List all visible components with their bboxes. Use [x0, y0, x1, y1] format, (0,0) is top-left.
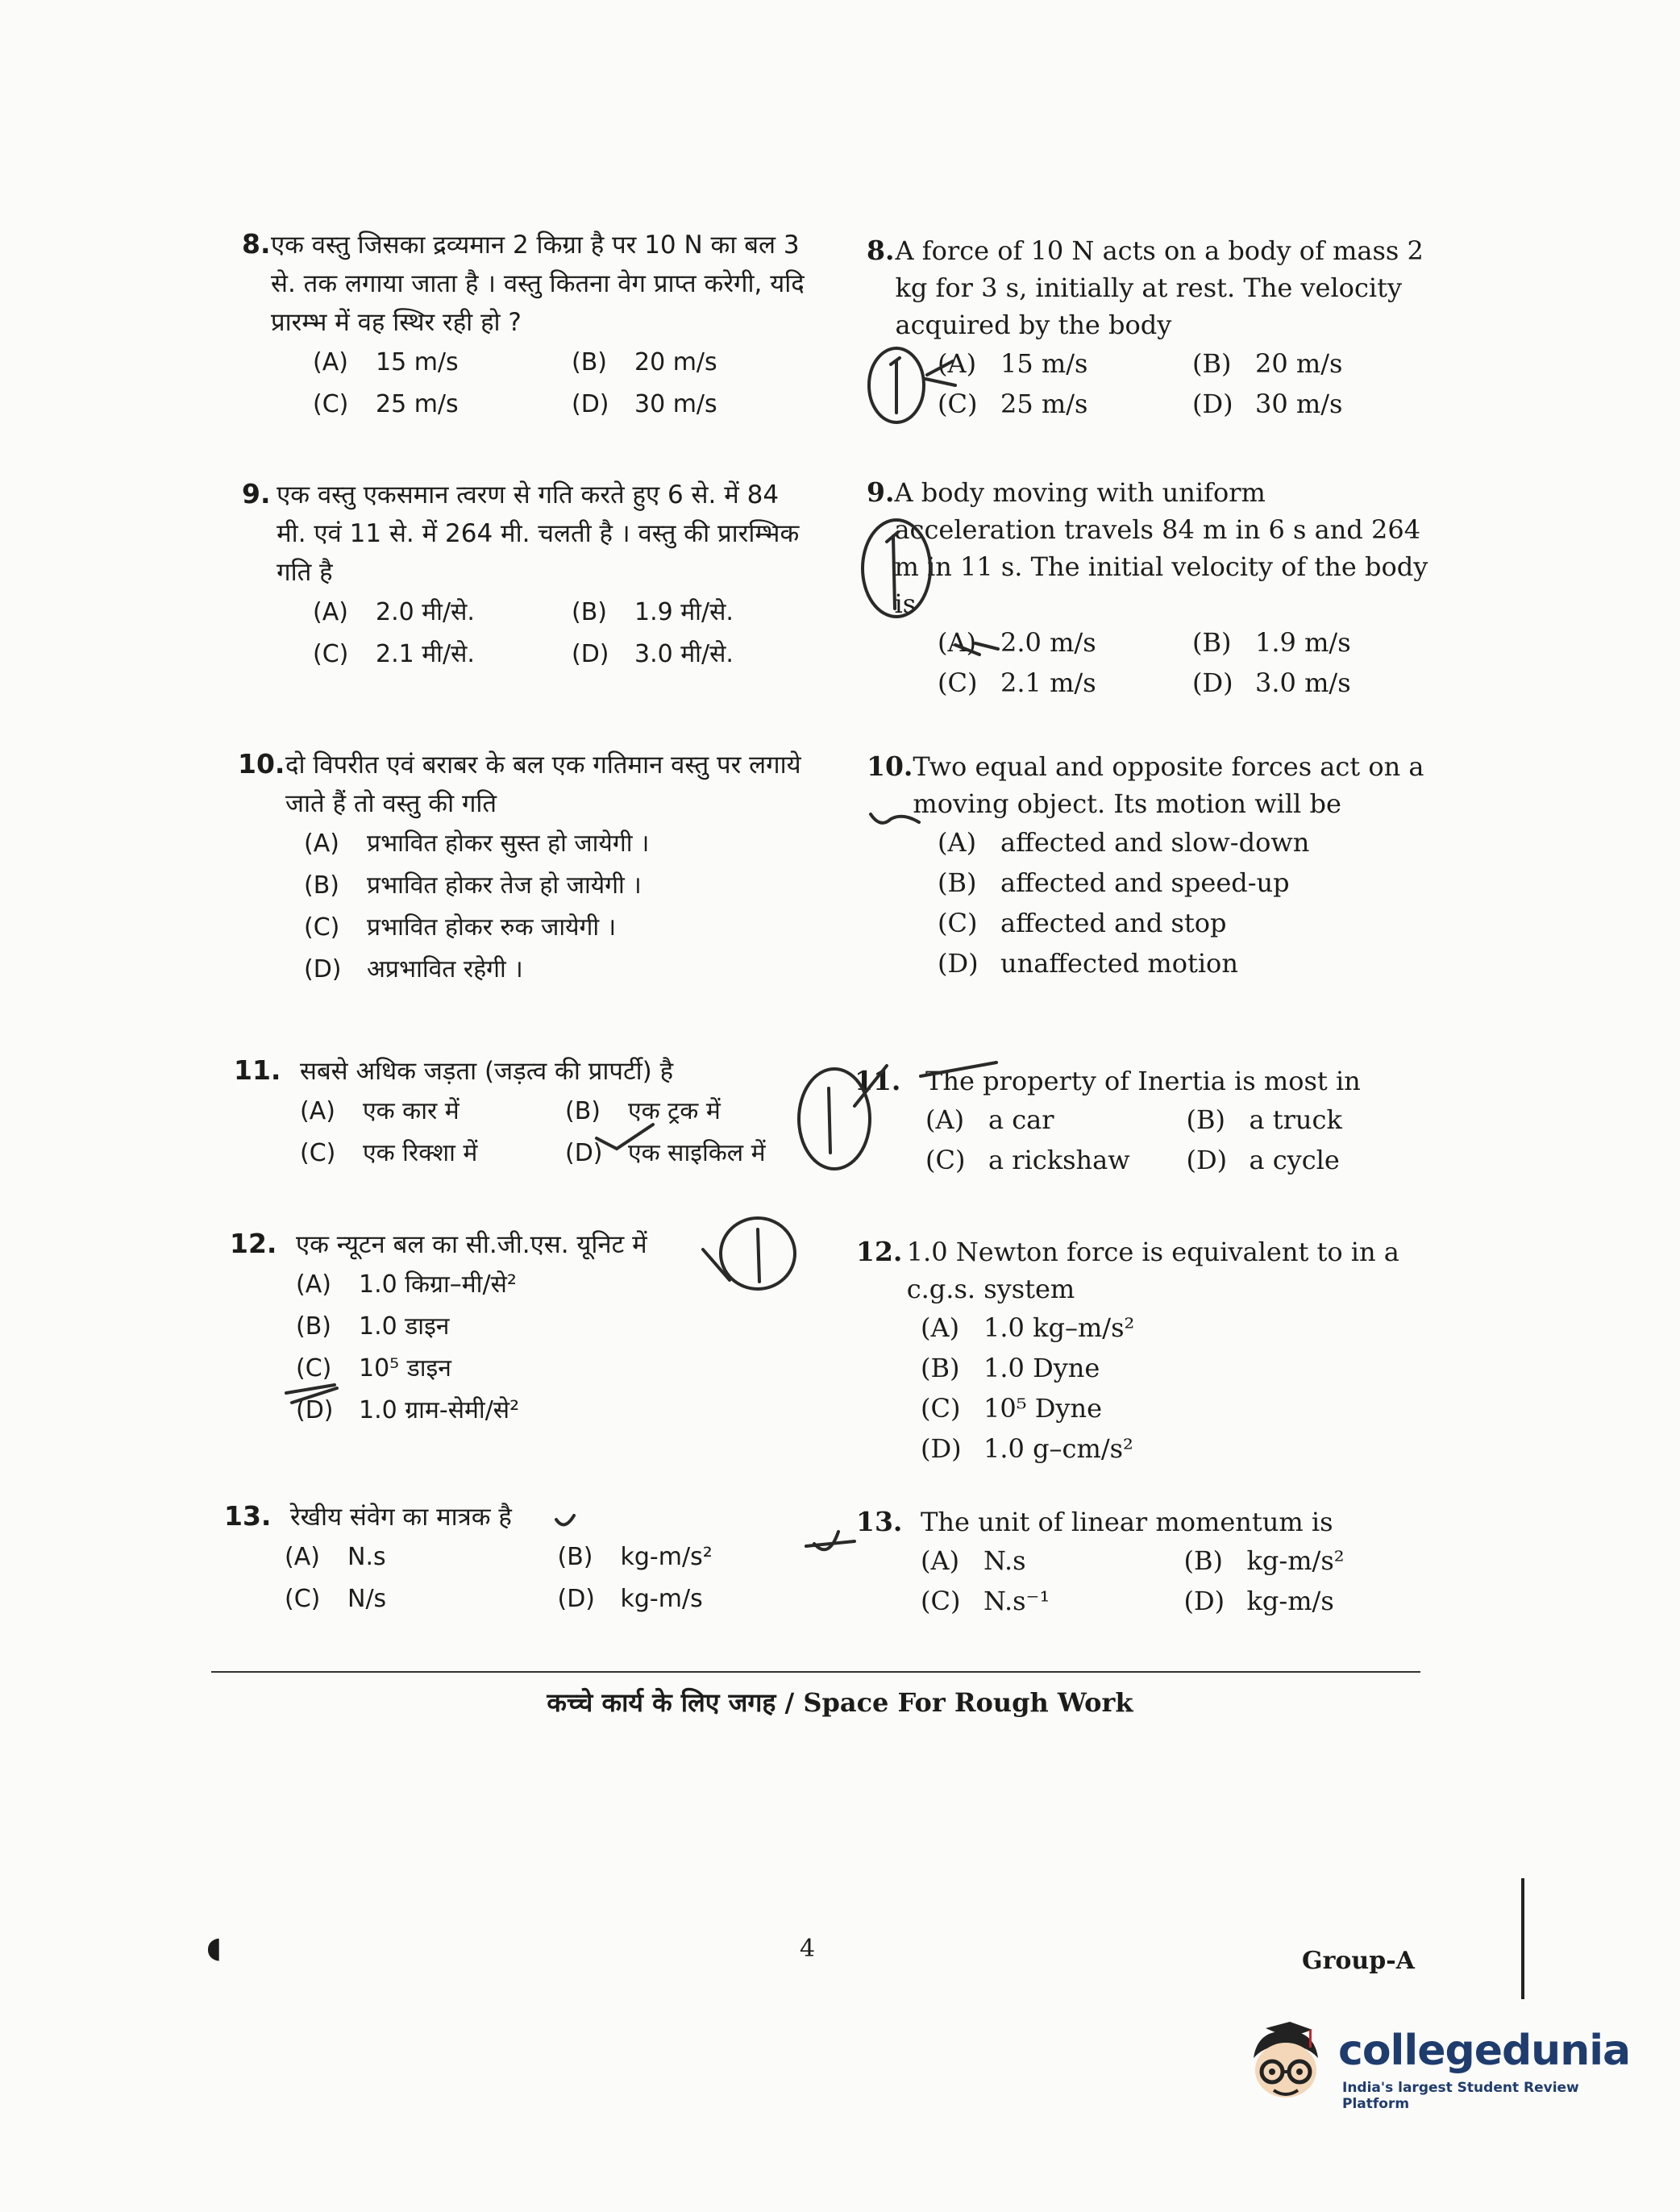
option-d: (D) 30 m/s: [1192, 389, 1343, 419]
option-d: (D) अप्रभावित रहेगी ।: [304, 955, 523, 983]
question-number: 9.: [867, 476, 895, 508]
question-text: एक वस्तु एकसमान त्वरण से गति करते हुए 6 से. में 84 मी. एवं 11 से. में 264 मी. चलती है । वस्तु की प्रारम्भिक गति है: [277, 480, 800, 587]
option-b: (B) a truck: [1186, 1104, 1342, 1135]
option-d: (D) 30 m/s: [572, 390, 717, 418]
question-number: 12.: [856, 1236, 903, 1267]
question-text: सबसे अधिक जड़ता (जड़त्व की प्रापर्टी) है: [300, 1057, 674, 1086]
option-c: (C) N.s⁻¹: [921, 1586, 1050, 1616]
question-number: 13.: [224, 1500, 272, 1532]
option-b: (B) 1.0 Dyne: [921, 1353, 1100, 1383]
question-text: A force of 10 N acts on a body of mass 2 kg for 3 s, initially at rest. The velocity acquired by the body: [895, 235, 1424, 340]
question-text: A body moving with uniform acceleration travels 84 m in 6 s and 264 m in 11 s. The initial velocity of the body is: [894, 477, 1428, 619]
option-c: (C) affected and stop: [938, 908, 1227, 938]
option-b: (B) kg-m/s²: [1183, 1545, 1345, 1576]
option-b: (B) 20 m/s: [572, 348, 717, 376]
option-d: (D) 1.0 g–cm/s²: [921, 1433, 1133, 1464]
page-number: 4: [800, 1935, 816, 1963]
option-a: (A) 15 m/s: [938, 348, 1088, 379]
option-b: (B) एक ट्रक में: [565, 1097, 721, 1125]
option-b: (B) 1.9 m/s: [1192, 627, 1351, 658]
rough-work-label: कच्चे कार्य के लिए जगह / Space For Rough Work: [547, 1687, 1133, 1718]
mascot-icon: [1241, 2022, 1330, 2110]
question-8-hindi: [242, 226, 814, 426]
option-b: (B) 20 m/s: [1192, 348, 1343, 379]
option-a: (A) affected and slow-down: [938, 827, 1310, 858]
question-13-english: [856, 1503, 1431, 1621]
option-a: (A) N.s: [921, 1545, 1026, 1576]
question-9-english: [867, 474, 1431, 703]
question-11-english: [855, 1062, 1431, 1180]
question-text: The property of Inertia is most in: [925, 1066, 1361, 1096]
option-d: (D) a cycle: [1186, 1145, 1340, 1175]
question-12-english: [856, 1233, 1431, 1469]
option-b: (B) 1.0 डाइन: [296, 1312, 450, 1341]
option-a: (A) 2.0 मी/से.: [313, 598, 475, 626]
option-c: (C) 10⁵ डाइन: [296, 1354, 451, 1382]
option-d: (D) kg-m/s: [1183, 1586, 1334, 1616]
brand-tagline: India's largest Student Review Platform: [1342, 2080, 1579, 2112]
question-number: 10.: [238, 748, 285, 780]
question-number: 11.: [234, 1054, 281, 1086]
question-text: एक न्यूटन बल का सी.जी.एस. यूनिट में: [296, 1230, 647, 1259]
question-11-hindi: [234, 1052, 814, 1175]
question-9-hindi: [242, 476, 814, 676]
option-d: (D) 1.0 ग्राम-सेमी/से²: [296, 1396, 520, 1424]
option-b: (B) affected and speed-up: [938, 867, 1290, 898]
question-text: The unit of linear momentum is: [921, 1507, 1333, 1537]
option-c: (C) 2.1 मी/से.: [313, 640, 475, 668]
question-number: 10.: [867, 750, 913, 782]
collegedunia-logo: [1241, 2022, 1631, 2112]
option-a: (A) प्रभावित होकर सुस्त हो जायेगी ।: [304, 830, 650, 858]
option-a: (A) N.s: [285, 1543, 386, 1571]
margin-line: [1521, 1878, 1524, 1999]
scan-mark-icon: ◖: [206, 1931, 222, 1965]
question-13-hindi: [224, 1498, 814, 1620]
option-c: (C) a rickshaw: [925, 1145, 1130, 1175]
question-text: 1.0 Newton force is equivalent to in a c.g.s. system: [906, 1237, 1399, 1304]
option-b: (B) प्रभावित होकर तेज हो जायेगी ।: [304, 871, 642, 900]
option-b: (B) kg-m/s²: [557, 1543, 713, 1571]
option-d: (D) 3.0 m/s: [1192, 667, 1351, 698]
option-a: (A) 15 m/s: [313, 348, 459, 376]
brand-name: collegedunia: [1338, 2027, 1631, 2075]
option-a: (A) 1.0 kg–m/s²: [921, 1312, 1135, 1343]
option-c: (C) 10⁵ Dyne: [921, 1393, 1102, 1424]
option-a: (A) 2.0 m/s: [938, 627, 1096, 658]
footer-divider: [211, 1671, 1420, 1673]
question-8-english: [867, 232, 1431, 424]
option-a: (A) एक कार में: [300, 1097, 460, 1125]
question-10-english: [867, 748, 1431, 983]
option-c: (C) प्रभावित होकर रुक जायेगी ।: [304, 913, 617, 942]
option-c: (C) N/s: [285, 1585, 387, 1613]
group-label: Group-A: [1302, 1947, 1415, 1975]
question-number: 11.: [855, 1065, 901, 1096]
option-c: (C) 25 m/s: [313, 390, 459, 418]
option-a: (A) 1.0 किग्रा–मी/से²: [296, 1270, 517, 1299]
question-number: 9.: [242, 478, 271, 509]
question-number: 13.: [856, 1506, 903, 1537]
question-number: 8.: [867, 235, 895, 266]
question-text: Two equal and opposite forces act on a moving object. Its motion will be: [913, 751, 1424, 819]
question-number: 12.: [230, 1228, 277, 1259]
option-d: (D) एक साइकिल में: [565, 1139, 766, 1167]
question-text: रेखीय संवेग का मात्रक है: [290, 1503, 512, 1532]
option-b: (B) 1.9 मी/से.: [572, 598, 734, 626]
option-d: (D) unaffected motion: [938, 948, 1238, 979]
question-text: एक वस्तु जिसका द्रव्यमान 2 किग्रा है पर 10 N का बल 3 से. तक लगाया जाता है । वस्तु कितना वेग प्राप्त करेगी, यदि प्रारम्भ में वह स्थिर रही हो ?: [271, 231, 805, 337]
question-text: दो विपरीत एवं बराबर के बल एक गतिमान वस्तु पर लगाये जाते हैं तो वस्तु की गति: [285, 750, 801, 818]
option-d: (D) kg-m/s: [557, 1585, 703, 1613]
question-10-hindi: [238, 746, 814, 991]
option-c: (C) एक रिक्शा में: [300, 1139, 478, 1167]
option-a: (A) a car: [925, 1104, 1054, 1135]
option-c: (C) 25 m/s: [938, 389, 1088, 419]
option-c: (C) 2.1 m/s: [938, 667, 1096, 698]
question-number: 8.: [242, 228, 271, 260]
option-d: (D) 3.0 मी/से.: [572, 640, 734, 668]
question-12-hindi: [230, 1225, 814, 1432]
